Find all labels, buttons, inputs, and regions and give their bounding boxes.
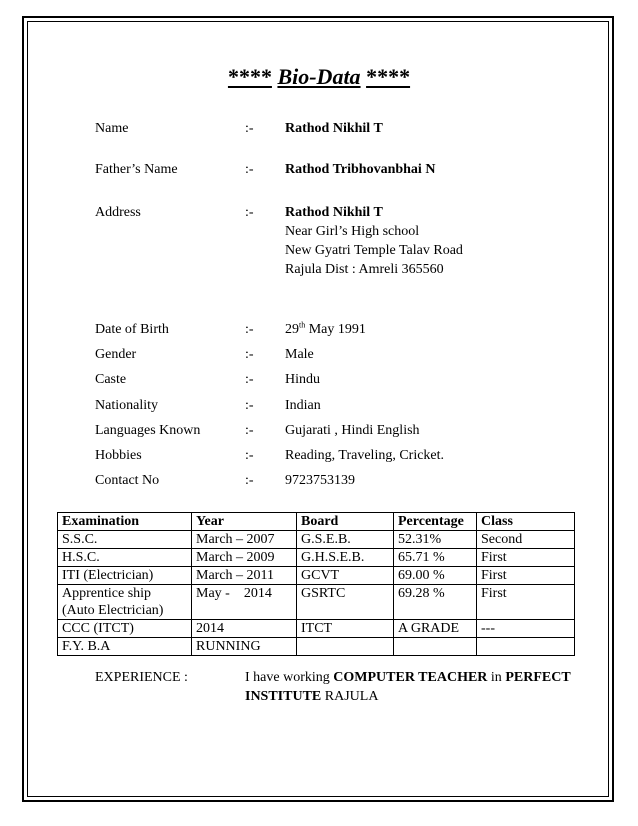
dob-ordinal: th xyxy=(299,320,306,330)
dob-rest: May 1991 xyxy=(305,322,366,337)
label-dob: Date of Birth xyxy=(95,322,169,337)
cell-board: GCVT xyxy=(297,567,394,585)
cell-board: GSRTC xyxy=(297,585,394,620)
cell-examination xyxy=(58,585,192,620)
col-header-percentage: Percentage xyxy=(394,513,477,531)
table-row xyxy=(58,638,575,656)
separator: :- xyxy=(245,448,254,463)
cell-class: First xyxy=(477,549,575,567)
title-stars-right: **** xyxy=(366,64,411,89)
cell-year: March – 2007 xyxy=(192,531,297,549)
value-contact: 9723753139 xyxy=(285,473,355,488)
separator: :- xyxy=(245,205,254,220)
address-line: New Gyatri Temple Talav Road xyxy=(285,243,463,258)
dob-day: 29 xyxy=(285,322,299,337)
cell-board: G.H.S.E.B. xyxy=(297,549,394,567)
cell-examination-line: (Auto Electrician) xyxy=(62,603,164,618)
separator: :- xyxy=(245,423,254,438)
cell-examination: F.Y. B.A xyxy=(58,638,192,656)
cell-percentage: 69.28 % xyxy=(394,585,477,620)
label-languages: Languages Known xyxy=(95,423,201,438)
cell-board: ITCT xyxy=(297,620,394,638)
cell-percentage: 69.00 % xyxy=(394,567,477,585)
cell-percentage: A GRADE xyxy=(394,620,477,638)
table-header-row xyxy=(58,513,575,531)
cell-percentage: 52.31% xyxy=(394,531,477,549)
table-row xyxy=(58,620,575,638)
separator: :- xyxy=(245,473,254,488)
cell-percentage xyxy=(394,638,477,656)
table-row xyxy=(58,531,575,549)
experience-text-part: RAJULA xyxy=(321,689,379,704)
separator: :- xyxy=(245,162,254,177)
cell-class: First xyxy=(477,585,575,620)
label-name: Name xyxy=(95,121,129,136)
cell-year: May - 2014 xyxy=(192,585,297,620)
experience-text-part: in xyxy=(487,670,506,685)
value-caste: Hindu xyxy=(285,372,320,387)
cell-examination: CCC (ITCT) xyxy=(58,620,192,638)
title-text: Bio-Data xyxy=(277,64,361,89)
experience-role: COMPUTER TEACHER xyxy=(333,670,488,685)
value-nationality: Indian xyxy=(285,398,321,413)
separator: :- xyxy=(245,398,254,413)
col-header-examination: Examination xyxy=(58,513,192,531)
label-father-name: Father’s Name xyxy=(95,162,178,177)
value-father-name: Rathod Tribhovanbhai N xyxy=(285,162,436,177)
value-languages: Gujarati , Hindi English xyxy=(285,423,420,438)
cell-board xyxy=(297,638,394,656)
cell-year: March – 2011 xyxy=(192,567,297,585)
cell-class: Second xyxy=(477,531,575,549)
cell-percentage: 65.71 % xyxy=(394,549,477,567)
table-row xyxy=(58,549,575,567)
value-gender: Male xyxy=(285,347,314,362)
cell-examination: H.S.C. xyxy=(58,549,192,567)
cell-class xyxy=(477,638,575,656)
cell-year: RUNNING xyxy=(192,638,297,656)
education-table xyxy=(57,512,575,656)
address-line: Rajula Dist : Amreli 365560 xyxy=(285,262,444,277)
experience-institute: PERFECT INSTITUTE xyxy=(245,670,571,704)
separator: :- xyxy=(245,322,254,337)
label-nationality: Nationality xyxy=(95,398,158,413)
cell-examination: S.S.C. xyxy=(58,531,192,549)
col-header-board: Board xyxy=(297,513,394,531)
cell-year: 2014 xyxy=(192,620,297,638)
title-stars-left: **** xyxy=(227,64,272,89)
col-header-year: Year xyxy=(192,513,297,531)
page-title xyxy=(0,64,638,90)
table-row xyxy=(58,567,575,585)
experience-text xyxy=(245,668,605,706)
cell-examination-line: Apprentice ship xyxy=(62,586,152,601)
address-line: Near Girl’s High school xyxy=(285,224,420,239)
address-line: Rathod Nikhil T xyxy=(285,205,383,220)
label-gender: Gender xyxy=(95,347,137,362)
experience-label: EXPERIENCE : xyxy=(95,670,188,685)
value-address xyxy=(285,203,463,279)
cell-board: G.S.E.B. xyxy=(297,531,394,549)
label-hobbies: Hobbies xyxy=(95,448,142,463)
experience-text-part: I have working xyxy=(245,670,334,685)
separator: :- xyxy=(245,347,254,362)
cell-year: March – 2009 xyxy=(192,549,297,567)
separator: :- xyxy=(245,372,254,387)
separator: :- xyxy=(245,121,254,136)
label-caste: Caste xyxy=(95,372,127,387)
cell-class: First xyxy=(477,567,575,585)
label-contact: Contact No xyxy=(95,473,160,488)
label-address: Address xyxy=(95,205,141,220)
table-row xyxy=(58,585,575,620)
col-header-class: Class xyxy=(477,513,575,531)
value-hobbies: Reading, Traveling, Cricket. xyxy=(285,448,445,463)
cell-examination: ITI (Electrician) xyxy=(58,567,192,585)
value-name: Rathod Nikhil T xyxy=(285,121,383,136)
value-dob xyxy=(285,320,366,339)
cell-class: --- xyxy=(477,620,575,638)
